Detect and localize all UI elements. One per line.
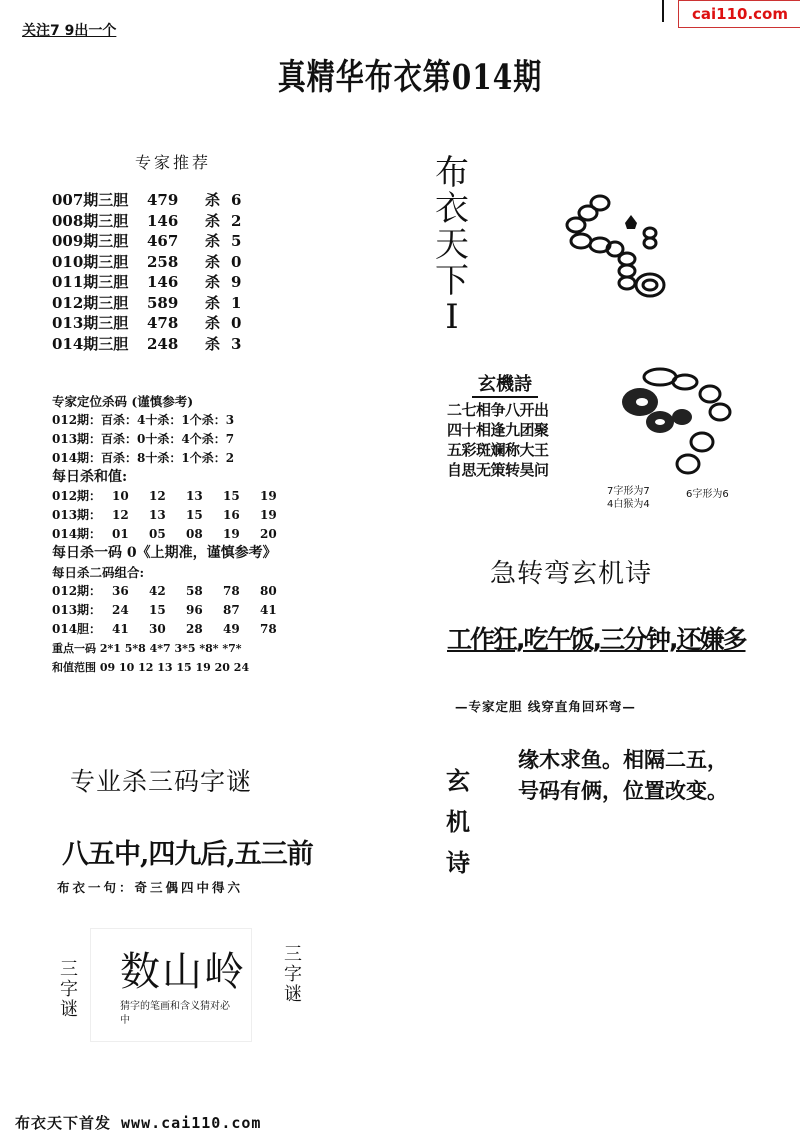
kill: 杀 [205, 273, 221, 291]
xuanji-heading: 玄機詩 [472, 370, 538, 398]
yima-line: 每日杀一码 0《上期准，谨慎参考》 [52, 545, 277, 561]
num: 49 [223, 622, 240, 636]
nums: 479 [147, 191, 179, 209]
row-label: 014胆： [52, 622, 102, 636]
hezhi-range-line: 和值范围 09 10 12 13 15 19 20 24 [52, 661, 250, 674]
kill: 杀 [205, 314, 221, 332]
jizhuanwan-heading: 急转弯玄机诗 [490, 559, 653, 589]
caption-4: 4白猴为4 [607, 499, 650, 510]
num: 19 [260, 489, 277, 503]
issue: 009期三胆 [52, 232, 129, 250]
site-badge[interactable]: cai110.com [678, 0, 800, 28]
kill-code-block [52, 392, 297, 677]
num: 12 [149, 489, 166, 503]
kill-num: 5 [231, 232, 242, 250]
num: 24 [112, 603, 129, 617]
num: 30 [149, 622, 166, 636]
num: 01 [112, 527, 129, 541]
kill: 杀 [205, 232, 221, 250]
hezhi-row [52, 506, 297, 525]
num: 13 [186, 489, 203, 503]
issue: 012期三胆 [52, 293, 129, 312]
issue: 011期三胆 [52, 273, 129, 291]
dingwei-heading: 专家定位杀码 (谨慎参考) [52, 394, 194, 409]
ermazuhe-row [52, 582, 297, 601]
kill-num: 0 [231, 252, 242, 271]
buyi-vertical-title: 布 衣 天 下 I [435, 153, 469, 337]
expert-row [52, 293, 241, 314]
ermazuhe-row [52, 601, 297, 620]
bead-figure-2 [610, 362, 750, 482]
zimi-riddle: 八五中,四九后,五三前 [62, 839, 313, 870]
dingwei-row: 012期：百杀：4十杀：1个杀：3 [52, 413, 235, 427]
main-title: 真精华布衣第014期 [277, 56, 543, 98]
num: 41 [260, 603, 277, 617]
num: 05 [149, 527, 166, 541]
dingwei-row: 013期：百杀：0十杀：4个杀：7 [52, 432, 235, 446]
num: 08 [186, 527, 203, 541]
sanzi-label-right: 三 字 谜 [284, 944, 302, 1005]
row-label: 012期： [52, 584, 102, 598]
kill-num: 1 [231, 293, 242, 312]
xuanji-line: 缘木求鱼。相隔二五， [518, 748, 728, 772]
row-label: 013期： [52, 603, 102, 617]
num: 58 [186, 584, 203, 598]
kill: 杀 [205, 293, 221, 312]
caption-7: 7字形为7 [607, 486, 650, 497]
num: 12 [112, 508, 129, 522]
issue: 007期三胆 [52, 191, 129, 209]
num: 80 [260, 584, 277, 598]
riddle-hint: 猜字的笔画和含义猜对必中 [120, 1001, 230, 1026]
nums: 478 [147, 314, 179, 332]
expert-row [52, 334, 241, 355]
xuanji-poem [447, 400, 549, 480]
buyi-sentence: 布衣一句：奇三偶四中得六 [57, 880, 244, 895]
poem-line: 自思无策转昊问 [447, 461, 549, 479]
num: 20 [260, 527, 277, 541]
num: 41 [112, 622, 129, 636]
footer-site: 布衣天下首发 www.cai110.com [15, 1114, 262, 1132]
riddle-word: 数山岭 [120, 949, 246, 995]
dingdan-line: —专家定胆 线穿直角回环弯— [455, 699, 636, 714]
ermazuhe-row [52, 620, 297, 639]
expert-title: 专家推荐 [135, 153, 212, 172]
num: 28 [186, 622, 203, 636]
kill: 杀 [205, 334, 221, 353]
ermazuhe-heading: 每日杀二码组合: [52, 565, 145, 580]
sanzi-label-left: 三 字 谜 [60, 959, 78, 1020]
row-label: 014期： [52, 527, 102, 541]
poem-line: 二七相争八开出 [447, 401, 549, 419]
expert-row [52, 313, 241, 334]
kill: 杀 [205, 191, 221, 209]
zhongdian-line: 重点一码 2*1 5*8 4*7 3*5 *8* *7* [52, 642, 242, 655]
num: 16 [223, 508, 240, 522]
num: 19 [223, 527, 240, 541]
nums: 146 [147, 211, 179, 230]
nums: 146 [147, 273, 179, 291]
xuanji-text [518, 745, 728, 807]
num: 15 [223, 489, 240, 503]
issue: 010期三胆 [52, 252, 129, 271]
kill-num: 2 [231, 211, 242, 230]
row-label: 012期： [52, 489, 102, 503]
num: 19 [260, 508, 277, 522]
kill-num: 6 [231, 191, 242, 209]
kill: 杀 [205, 211, 221, 230]
expert-row [52, 190, 241, 211]
num: 78 [260, 622, 277, 636]
kill: 杀 [205, 252, 221, 271]
dingwei-row: 014期：百杀：8十杀：1个杀：2 [52, 451, 235, 465]
issue: 014期三胆 [52, 334, 129, 353]
expert-list [52, 190, 241, 354]
hezhi-row [52, 525, 297, 544]
bead-caption-7-4 [607, 485, 650, 511]
nums: 467 [147, 232, 179, 250]
nums: 248 [147, 334, 179, 353]
hezhi-row [52, 487, 297, 506]
num: 36 [112, 584, 129, 598]
expert-row [52, 272, 241, 293]
expert-row [52, 231, 241, 252]
corner-divider [662, 0, 664, 22]
row-label: 013期： [52, 508, 102, 522]
num: 15 [186, 508, 203, 522]
num: 87 [223, 603, 240, 617]
expert-row [52, 252, 241, 273]
hezhi-heading: 每日杀和值: [52, 469, 128, 485]
bead-caption-6: 6字形为6 [686, 489, 729, 500]
zimi-heading: 专业杀三码字谜 [70, 767, 253, 796]
num: 15 [149, 603, 166, 617]
bead-figure-1 [555, 185, 685, 305]
num: 42 [149, 584, 166, 598]
num: 10 [112, 489, 129, 503]
num: 96 [186, 603, 203, 617]
nums: 258 [147, 252, 179, 271]
poem-line: 四十相逢九团聚 [447, 421, 549, 439]
workaholic-riddle: 工作狂,吃午饭,三分钟,还嫌多 [447, 625, 746, 654]
num: 78 [223, 584, 240, 598]
kill-num: 3 [231, 334, 242, 353]
num: 13 [149, 508, 166, 522]
kill-num: 9 [231, 273, 242, 291]
nums: 589 [147, 293, 179, 312]
xuanji-line: 号码有俩，位置改变。 [518, 779, 728, 803]
top-note: 关注7 9出一个 [22, 23, 117, 39]
poem-line: 五彩斑斓称大王 [447, 441, 549, 459]
expert-row [52, 211, 241, 232]
kill-num: 0 [231, 314, 242, 332]
issue: 008期三胆 [52, 211, 129, 230]
issue: 013期三胆 [52, 314, 129, 332]
xuanji-vertical-title: 玄 机 诗 [446, 766, 470, 877]
